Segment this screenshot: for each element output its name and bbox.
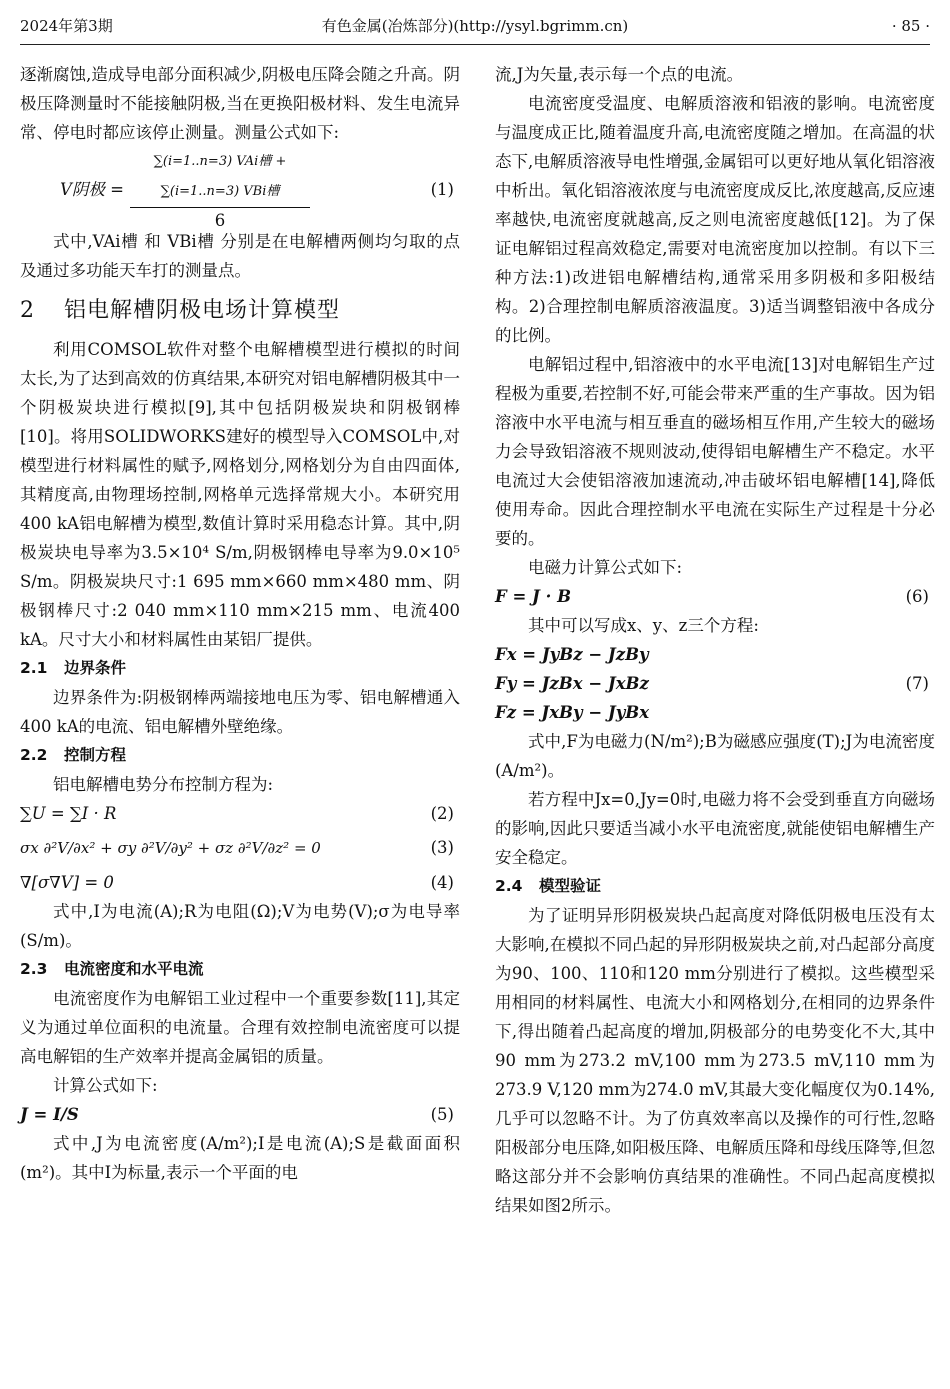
eq5-body: J = I/S: [20, 1105, 79, 1124]
section-heading-2-1: [20, 654, 460, 683]
paragraph: 电解铝过程中,铝溶液中的水平电流[13]对电解铝生产过程极为重要,若控制不好,可能会带来严重的生产事故。因为铝溶液中水平电流与相互垂直的磁场相互作用,产生较大的磁场力会导致铝溶液不规则波动,使得铝电解槽生产不稳定。水平电流过大会使铝溶液加速流动,冲击破坏铝电解槽[14],降低使用寿命。因此合理控制水平电流在实际生产过程是十分必要的。: [495, 355, 935, 548]
paragraph: 电流密度作为电解铝工业过程中一个重要参数[11],其定义为通过单位面积的电流量。合理有效控制电流密度可以提高电解铝的生产效率并提高金属铝的质量。: [20, 989, 460, 1066]
section-number: 2.3: [20, 960, 48, 978]
right-column: [495, 60, 935, 1220]
paragraph: 式中,J为电流密度(A/m²);I是电流(A);S是截面面积(m²)。其中I为标量,表示一个平面的电: [20, 1134, 460, 1182]
paragraph: 利用COMSOL软件对整个电解槽模型进行模拟的时间太长,为了达到高效的仿真结果,本研究对铝电解槽阴极其中一个阴极炭块进行模拟[9],其中包括阴极炭块和阴极钢棒[10]。将用SOLIDWORKS建好的模型导入COMSOL中,对模型进行材料属性的赋予,网格划分,网格划分为自由四面体,其精度高,由物理场控制,网格单元选择常规大小。本研究用400 kA铝电解槽为模型,数值计算时采用稳态计算。其中,阴极炭块电导率为3.5×10⁴ S/m,阴极钢棒电导率为9.0×10⁵ S/m。阴极炭块尺寸:1 695 mm×660 mm×480 mm、阴极钢棒尺寸:2 040 mm×110 mm×215 mm、电流400 kA。尺寸大小和材料属性由某铝厂提供。: [20, 340, 460, 649]
eq1-number: (1): [430, 180, 454, 199]
paragraph: 计算公式如下:: [53, 1076, 158, 1095]
eq7-number: (7): [905, 674, 929, 693]
paragraph: 电流密度受温度、电解质溶液和铝液的影响。电流密度与温度成正比,随着温度升高,电流密度随之增加。在高温的状态下,电解质溶液导电性增强,金属铝可以更好地从氧化铝溶液中析出。氧化铝溶液浓度与电流密度成反比,浓度越高,反应速率越快,电流密度就越高,反之则电流密度越低[12]。为了保证电解铝过程高效稳定,需要对电流密度加以控制。有以下三种方法:1)改进铝电解槽结构,通常采用多阴极和多阳极结构。2)合理控制电解质溶液温度。3)适当调整铝液中各成分的比例。: [495, 94, 935, 345]
section-heading-2-2: [20, 741, 460, 770]
section-title: 模型验证: [539, 877, 602, 895]
equation-6: [495, 582, 935, 611]
eq6-body: F = J · B: [495, 587, 572, 606]
paragraph: 若方程中Jx=0,Jy=0时,电磁力将不会受到垂直方向磁场的影响,因此只要适当减小水平电流密度,就能使铝电解槽生产安全稳定。: [495, 790, 935, 867]
section-heading-2: [20, 291, 460, 331]
paragraph: 逐渐腐蚀,造成导电部分面积减少,阴极电压降会随之升高。阴极压降测量时不能接触阴极,当在更换阳极材料、发生电流异常、停电时都应该停止测量。测量公式如下:: [20, 65, 460, 142]
section-heading-2-3: [20, 955, 460, 984]
paragraph: 电磁力计算公式如下:: [528, 558, 683, 577]
section-title: 铝电解槽阴极电场计算模型: [64, 298, 341, 323]
eq6-number: (6): [905, 587, 929, 606]
journal-title: 有色金属(冶炼部分)(http://ysyl.bgrimm.cn): [321, 17, 629, 35]
equation-5: [20, 1100, 460, 1129]
eq1-denominator: 6: [214, 211, 226, 230]
eq1-numerator: ∑(i=1..n=3) VAi槽 + ∑(i=1..n=3) VBi槽: [130, 147, 310, 208]
eq5-number: (5): [430, 1105, 454, 1124]
eq2-body: ∑U = ∑I · R: [20, 804, 117, 823]
eq7-line-z: Fz = JxBy − JyBx: [495, 703, 650, 722]
issue-label: 2024年第3期: [20, 17, 113, 35]
paragraph: 铝电解槽电势分布控制方程为:: [53, 775, 274, 794]
paragraph: 边界条件为:阴极钢棒两端接地电压为零、铝电解槽通入400 kA的电流、铝电解槽外壁绝缘。: [20, 688, 460, 736]
paragraph: 其中可以写成x、y、z三个方程:: [528, 616, 759, 635]
equation-7: [495, 640, 935, 727]
paragraph: 式中,I为电流(A);R为电阻(Ω);V为电势(V);σ为电导率(S/m)。: [20, 902, 460, 950]
equation-2: [20, 799, 460, 828]
eq2-number: (2): [430, 804, 454, 823]
eq1-lhs: V阴极 =: [60, 180, 124, 199]
equation-1: [20, 147, 460, 230]
section-heading-2-4: [495, 872, 935, 901]
section-number: 2.1: [20, 659, 48, 677]
paragraph: 式中,VAi槽 和 VBi槽 分别是在电解槽两侧均匀取的点及通过多功能天车打的测量点。: [20, 232, 460, 280]
section-number: 2: [20, 298, 35, 323]
eq4-body: ∇[σ∇V] = 0: [20, 873, 114, 892]
page-number: · 85 ·: [891, 17, 930, 35]
equation-4: [20, 868, 460, 897]
eq4-number: (4): [430, 873, 454, 892]
equation-3: [20, 828, 460, 868]
section-number: 2.4: [495, 877, 523, 895]
section-number: 2.2: [20, 746, 48, 764]
eq7-line-y: Fy = JzBx − JxBz: [495, 674, 649, 693]
eq3-body: σx ∂²V/∂x² + σy ∂²V/∂y² + σz ∂²V/∂z² = 0: [20, 839, 321, 857]
header-rule: [20, 44, 930, 45]
running-header: [20, 14, 930, 38]
eq7-line-x: Fx = JyBz − JzBy: [495, 645, 649, 664]
paragraph: 式中,F为电磁力(N/m²);B为磁感应强度(T);J为电流密度(A/m²)。: [495, 732, 935, 780]
eq3-number: (3): [430, 838, 454, 857]
left-column: [20, 60, 460, 1187]
section-title: 边界条件: [64, 659, 127, 677]
paragraph: 为了证明异形阴极炭块凸起高度对降低阴极电压没有太大影响,在模拟不同凸起的异形阴极炭块之前,对凸起部分高度为90、100、110和120 mm分别进行了模拟。这些模型采用相同的材料属性、电流大小和网格划分,在相同的边界条件下,得出随着凸起高度的增加,阴极部分的电势变化不大,其中90 mm为273.2 mV,100 mm为273.5 mV,110 mm为273.9 V,120 mm为274.0 mV,其最大变化幅度仅为0.14%,几乎可以忽略不计。为了仿真效率高以及操作的可行性,忽略阳极部分电压降,如阳极压降、电解质压降和母线压降等,但忽略这部分并不会影响仿真结果的准确性。不同凸起高度模拟结果如图2所示。: [495, 906, 935, 1215]
section-title: 控制方程: [64, 746, 127, 764]
paragraph: 流,J为矢量,表示每一个点的电流。: [495, 65, 744, 84]
section-title: 电流密度和水平电流: [64, 960, 204, 978]
